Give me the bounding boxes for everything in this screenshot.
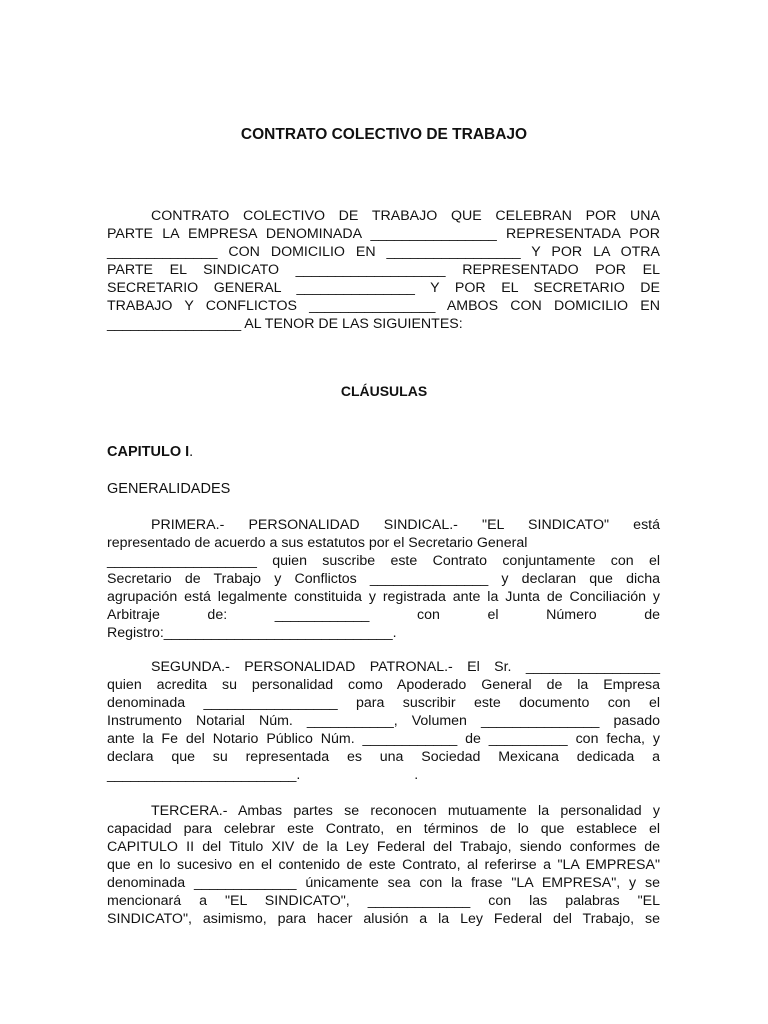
intro-line: ______________ CON DOMICILIO EN _________________ Y POR LA OTRA [107, 244, 660, 260]
clause-line: SINDICATO", asimismo, para hacer alusión a la Ley Federal del Trabajo, se [107, 911, 660, 927]
intro-line: SECRETARIO GENERAL _______________ Y POR EL SECRETARIO DE [107, 280, 660, 296]
intro-line: CONTRATO COLECTIVO DE TRABAJO QUE CELEBRAN POR UNA [151, 208, 660, 224]
clause-line: Registro:_____________________________. [107, 625, 397, 641]
clause-line: CAPITULO II del Titulo XIV de la Ley Federal del Trabajo, siendo conformes de [107, 839, 660, 855]
clause-line: que en lo sucesivo en el contenido de este Contrato, al referirse a "LA EMPRESA" [107, 857, 660, 873]
clause-line: agrupación está legalmente constituida y registrada ante la Junta de Conciliación y [107, 589, 660, 605]
clause-primera [107, 516, 660, 642]
clause-line: ante la Fe del Notario Público Núm. ____________ de __________ con fecha, y [107, 731, 660, 747]
clause-line: ________________________. . [107, 767, 419, 783]
intro-line: PARTE EL SINDICATO ___________________ REPRESENTADO POR EL [107, 262, 660, 278]
clause-tercera [107, 802, 660, 928]
document-title: CONTRATO COLECTIVO DE TRABAJO [240, 126, 528, 143]
clause-line: Arbitraje de: ____________ con el Número de [107, 607, 660, 623]
clause-line: mencionará a "EL SINDICATO", _____________ con las palabras "EL [107, 893, 660, 909]
intro-line: TRABAJO Y CONFLICTOS ________________ AMBOS CON DOMICILIO EN [107, 298, 660, 314]
intro-line: _________________ AL TENOR DE LAS SIGUIENTES: [107, 316, 463, 332]
generalidades-heading: GENERALIDADES [107, 481, 231, 497]
clause-segunda [107, 658, 660, 784]
intro-line: PARTE LA EMPRESA DENOMINADA ________________ REPRESENTADA POR [107, 226, 660, 242]
clause-line: denominada _________________ para suscribir este documento con el [107, 695, 660, 711]
clause-line: denominada _____________ únicamente sea con la frase "LA EMPRESA", y se [107, 875, 660, 891]
clause-line: ___________________ quien suscribe este Contrato conjuntamente con el [107, 553, 660, 569]
clause-line: PRIMERA.- PERSONALIDAD SINDICAL.- "EL SINDICATO" está [151, 517, 660, 533]
clause-line: SEGUNDA.- PERSONALIDAD PATRONAL.- El Sr. _________________ [151, 659, 660, 675]
capitulo-heading [107, 444, 193, 460]
capitulo-dot: . [189, 444, 194, 460]
intro-paragraph [107, 207, 660, 333]
clause-line: declara que su representada es una Sociedad Mexicana dedicada a [107, 749, 660, 765]
clause-line: representado de acuerdo a sus estatutos por el Secretario General [107, 535, 528, 551]
clause-line: quien acredita su personalidad como Apoderado General de la Empresa [107, 677, 660, 693]
clause-line: TERCERA.- Ambas partes se reconocen mutuamente la personalidad y [151, 803, 660, 819]
capitulo-label: CAPITULO I [107, 444, 190, 460]
clause-line: Instrumento Notarial Núm. ___________, Volumen _______________ pasado [107, 713, 660, 729]
clause-line: capacidad para celebrar este Contrato, en términos de lo que establece el [107, 821, 660, 837]
clause-line: Secretario de Trabajo y Conflictos _______________ y declaran que dicha [107, 571, 660, 587]
clausulas-heading: CLÁUSULAS [340, 383, 428, 399]
